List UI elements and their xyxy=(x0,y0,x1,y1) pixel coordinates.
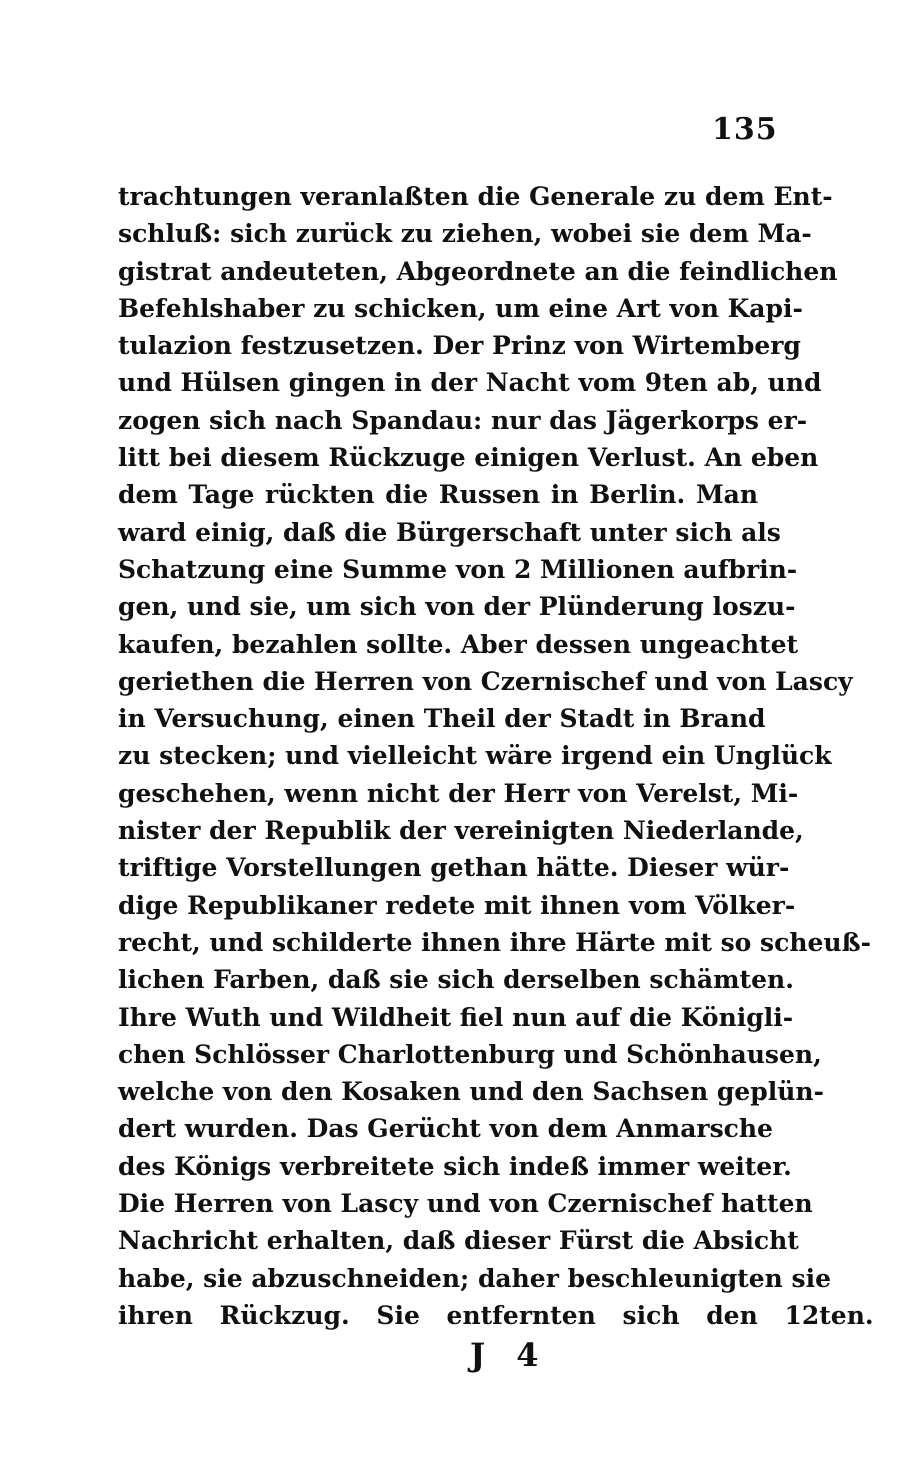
text-line: welche von den Kosaken und den Sachsen geplün- xyxy=(118,1077,824,1107)
text-line: tulazion festzusetzen. Der Prinz von Wirtemberg xyxy=(118,331,801,361)
text-line: gistrat andeuteten, Abgeordnete an die feindlichen xyxy=(118,256,838,286)
text-line: schluß: sich zurück zu ziehen, wobei sie dem Ma- xyxy=(118,219,812,249)
text-line: zu stecken; und vielleicht wäre irgend ein Unglück xyxy=(118,741,832,771)
text-line: kaufen, bezahlen sollte. Aber dessen ungeachtet xyxy=(118,629,799,659)
text-line: dert wurden. Das Gerücht von dem Anmarsche xyxy=(118,1114,773,1144)
text-line: chen Schlösser Charlottenburg und Schönhausen, xyxy=(118,1039,822,1069)
text-line: dem Tage rückten die Russen in Berlin. Man xyxy=(118,480,758,510)
text-line: Die Herren von Lascy und von Czernischef hatten xyxy=(118,1189,813,1219)
text-line: geschehen, wenn nicht der Herr von Verelst, Mi- xyxy=(118,778,799,808)
body-text xyxy=(118,178,874,1334)
text-line: und Hülsen gingen in der Nacht vom 9ten ab, und xyxy=(118,368,822,398)
text-line: triftige Vorstellungen gethan hätte. Dieser wür- xyxy=(118,853,790,883)
text-line: litt bei diesem Rückzuge einigen Verlust. An eben xyxy=(118,443,819,473)
text-line: ward einig, daß die Bürgerschaft unter sich als xyxy=(118,517,781,547)
text-line: nister der Republik der vereinigten Niederlande, xyxy=(118,816,804,846)
text-line: Ihre Wuth und Wildheit fiel nun auf die Königli- xyxy=(118,1002,794,1032)
text-line: Nachricht erhalten, daß dieser Fürst die Absicht xyxy=(118,1226,799,1256)
text-line: ihren Rückzug. Sie entfernten sich den 12ten. xyxy=(118,1300,874,1330)
text-line: in Versuchung, einen Theil der Stadt in Brand xyxy=(118,704,766,734)
text-line: lichen Farben, daß sie sich derselben schämten. xyxy=(118,965,794,995)
text-line: geriethen die Herren von Czernischef und von Lascy xyxy=(118,666,853,696)
text-line: des Königs verbreitete sich indeß immer weiter. xyxy=(118,1151,792,1181)
text-line: zogen sich nach Spandau: nur das Jägerkorps er- xyxy=(118,405,808,435)
text-line: habe, sie abzuschneiden; daher beschleunigten sie xyxy=(118,1263,831,1293)
text-line: Schatzung eine Summe von 2 Millionen aufbrin- xyxy=(118,554,798,584)
text-line: gen, und sie, um sich von der Plünderung loszu- xyxy=(118,592,796,622)
text-line: dige Republikaner redete mit ihnen vom Völker- xyxy=(118,890,796,920)
text-line: recht, und schilderte ihnen ihre Härte mit so scheuß- xyxy=(118,927,871,957)
text-line: trachtungen veranlaßten die Generale zu dem Ent- xyxy=(118,182,833,211)
signature-mark: J 4 xyxy=(470,1336,549,1374)
page-number: 135 xyxy=(712,112,778,147)
text-line: Befehlshaber zu schicken, um eine Art von Kapi- xyxy=(118,293,803,323)
